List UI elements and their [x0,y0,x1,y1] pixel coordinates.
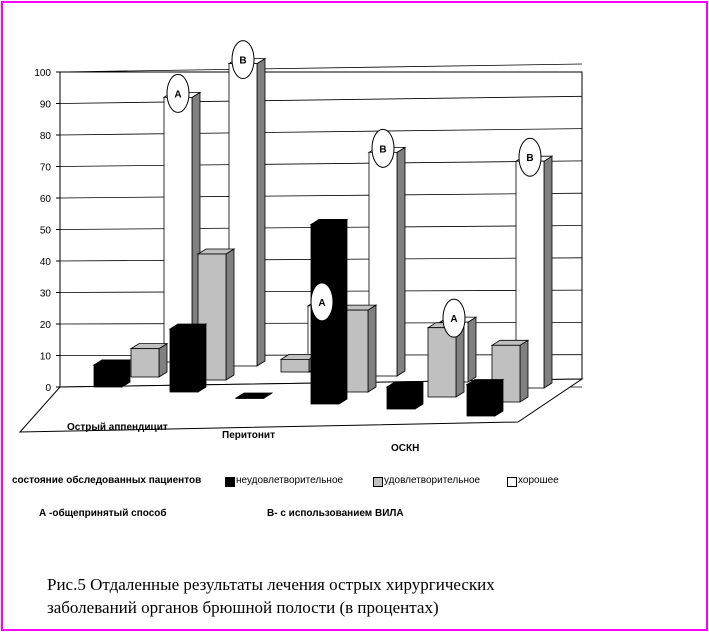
bar-b-1-side [368,305,376,392]
category-label: Перитонит [222,430,275,441]
bar-b-0-side [198,324,206,392]
caption-line-2: заболеваний органов брюшной полости (в процентах) [47,598,439,617]
y-tick-label: 60 [39,194,51,205]
category-label: Острый аппендицит [67,422,168,433]
bar-b-0 [467,385,495,417]
legend-swatch-good [507,477,517,487]
bar-a-2 [164,97,192,362]
y-tick-label: 10 [39,351,51,363]
y-tick-label: 50 [39,225,51,237]
bubble-label-text: B [526,153,534,165]
note-method-a: А -общепринятый способ [39,508,167,519]
bubble-label-text: A [318,297,326,309]
bar-a-0 [387,387,415,409]
bubble-label-text: A [450,314,458,326]
y-tick-label: 0 [45,383,51,394]
note-method-b: В- с использованием ВИЛА [267,508,404,519]
y-tick-label: 40 [39,257,51,268]
bar-b-2-side [544,156,552,388]
bar-b-0 [170,329,198,392]
y-tick-label: 90 [39,99,51,111]
y-tick-label: 30 [39,288,51,300]
category-label: ОСКН [391,443,420,454]
bar-a-0 [94,365,122,387]
bar-b-1-side [520,340,528,402]
bar-a-2-side [468,317,476,382]
caption-line-1: Рис.5 Отдаленные результаты лечения острых хирургических [47,575,495,594]
bar-b-1-side [226,249,234,380]
y-tick-label: 70 [39,162,51,174]
legend-label-good: хорошее [518,475,559,486]
bubble-label-text: B [379,144,387,156]
legend-label-poor: неудовлетворительное [236,475,344,486]
figure-caption [47,573,495,619]
y-tick-label: 100 [34,68,51,79]
bar-b-2-side [397,147,405,376]
bar-a-0 [236,398,264,399]
bar-b-0-side [495,380,503,417]
bar-b-0-side [339,219,347,404]
bar-a-1 [281,359,309,372]
legend-swatch-poor [225,477,235,487]
bubble-label-text: A [174,89,182,101]
bar-b-2-side [257,59,265,366]
legend-swatch-fair [373,477,383,487]
bar-a-1-side [159,344,167,377]
y-tick-label: 80 [39,131,51,142]
gridline [60,64,582,72]
bar-a-1 [428,328,456,397]
legend-label-fair: удовлетворительное [384,475,481,486]
bar-a-1 [131,349,159,377]
y-tick-label: 20 [39,320,51,331]
bubble-label-text: B [239,55,247,67]
legend-title: состояние обследованных пациентов [12,475,202,486]
